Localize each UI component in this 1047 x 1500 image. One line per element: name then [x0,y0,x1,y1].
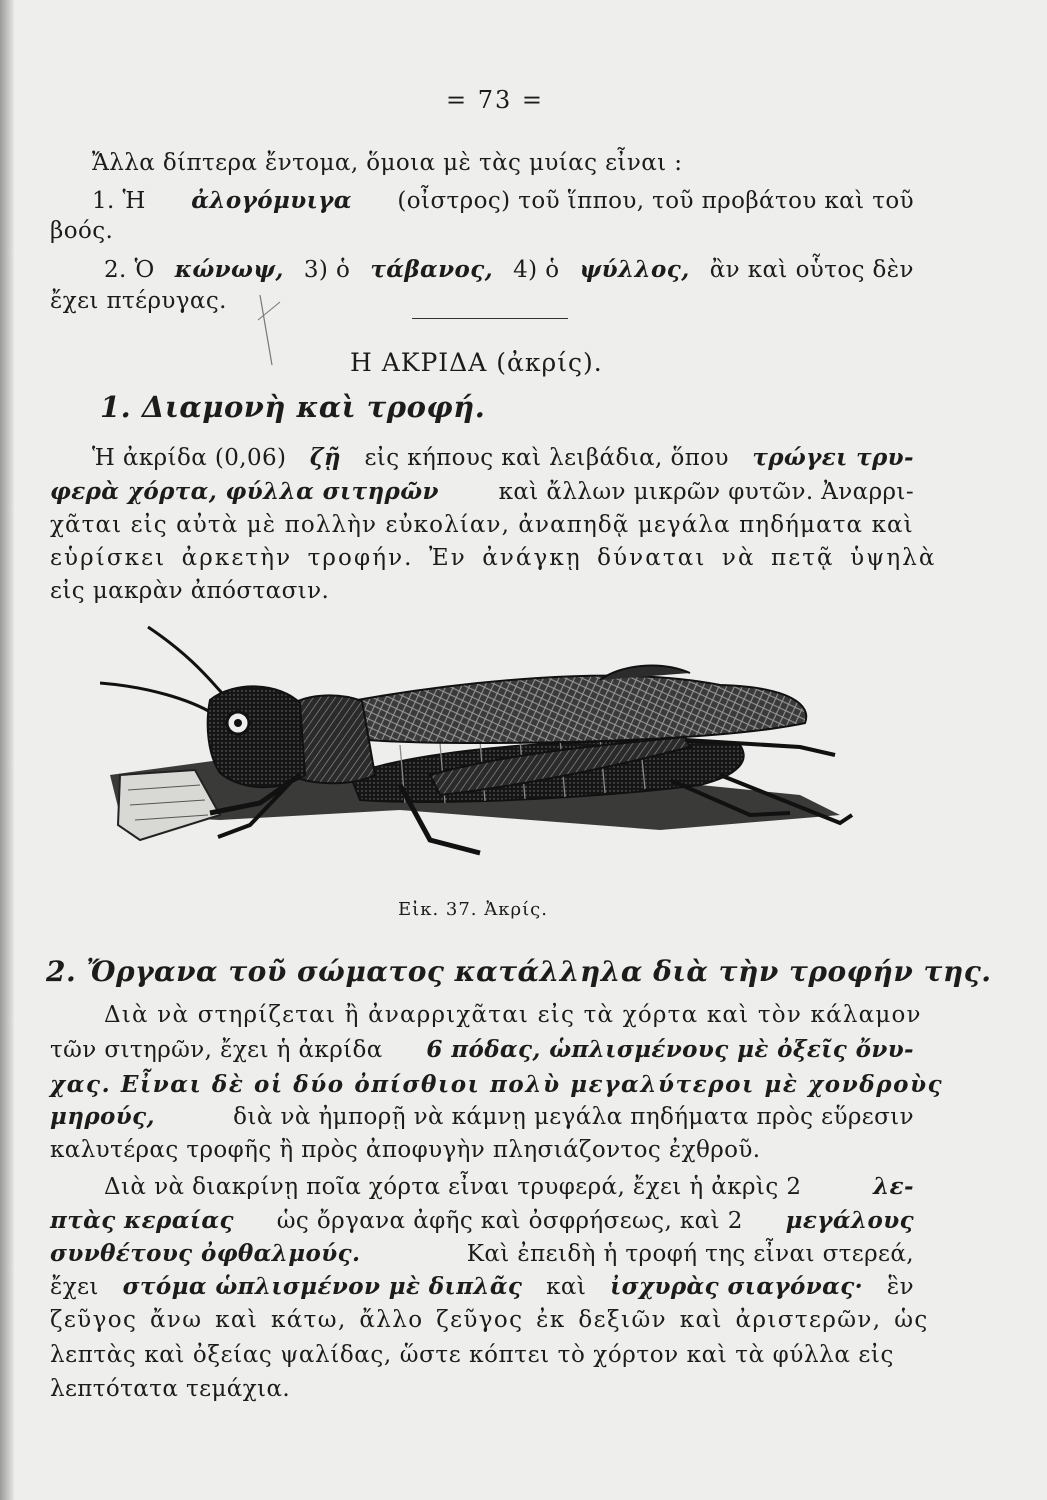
emphasis-large: μεγάλους [785,1207,914,1234]
text-run: καὶ [546,1274,587,1300]
emphasis-antennae: πτὰς κεραίας [50,1207,234,1234]
section-2-line: καλυτέρας τροφῆς ἢ πρὸς ἀποφυγὴν πλησιάζοντος ἐχθροῦ. [50,1137,761,1163]
text-run: διὰ νὰ ἠμπορῇ νὰ κάμνῃ μεγάλα πηδήματα πρὸς εὕρεσιν [233,1104,914,1130]
section-2-line: Διὰ νὰ στηρίζεται ἢ ἀναρριχᾶται εἰς τὰ χόρτα καὶ τὸν κάλαμον [104,1002,922,1028]
emphasis-thin: λε- [873,1173,914,1200]
intro-item-2-number: 2. Ὁ [104,257,155,283]
page-number: = 73 = [445,86,544,114]
emphasis-mouth: στόμα ὡπλισμένον μὲ διπλᾶς [122,1273,523,1300]
section-2-line: ζεῦγος ἄνω καὶ κάτω, ἄλλο ζεῦγος ἐκ δεξιῶν καὶ ἀριστερῶν, ὡς [50,1307,929,1333]
emphasis-food: φερὰ χόρτα, φύλλα σιτηρῶν [50,478,439,505]
pencil-mark [250,290,290,370]
text-run: ὡς ὄργανα ἀφῆς καὶ ὀσφρήσεως, καὶ 2 [276,1208,743,1234]
section-1-line [50,477,914,507]
emphasis-compound-eyes: συνθέτους ὀφθαλμούς. [50,1240,361,1267]
text-run: καὶ ἄλλων μικρῶν φυτῶν. Ἀναρρι- [498,479,914,505]
text-run: Ἡ ἀκρίδα (0,06) [92,445,287,471]
text-run: ἓν [886,1274,914,1300]
intro-item-2-continued: ἔχει πτέρυγας. [50,288,227,314]
text-run: Διὰ νὰ διακρίνῃ ποῖα χόρτα εἶναι τρυφερά, ἔχει ἡ ἀκρὶς 2 [104,1174,802,1200]
term-psyllos: ψύλλος, [579,256,690,283]
intro-item-1-number: 1. Ἡ [92,188,146,214]
intro-line: Ἄλλα δίπτερα ἔντομα, ὅμοια μὲ τὰς μυίας εἶναι : [92,150,683,176]
section-2-line [50,1102,914,1132]
section-2-line [50,1272,914,1302]
text-run: ἔχει [50,1274,99,1300]
intro-item-2 [104,255,914,285]
figure-caption: Εἰκ. 37. Ἀκρίς. [398,899,548,920]
emphasis-zi: ζῇ [309,444,342,471]
text-run: Καὶ ἐπειδὴ ἡ τροφή της εἶναι στερεά, [466,1241,914,1267]
term-konops: κώνωψ, [174,256,284,283]
section-1-line: εὑρίσκει ἀρκετὴν τροφήν. Ἐν ἀνάγκῃ δύναται νὰ πετᾷ ὑψηλὰ [50,545,937,571]
intro-item-1-text: (οἶστρος) τοῦ ἵππου, τοῦ προβάτου καὶ τοῦ [397,188,914,214]
section-1-line: εἰς μακρὰν ἀπόστασιν. [50,578,330,604]
intro-item-4-number: 4) ὁ [513,257,560,283]
section-2-line [50,1070,943,1100]
section-divider [412,318,568,319]
section-1-line [92,443,914,473]
section-1-line: χᾶται εἰς αὐτὰ μὲ πολλὴν εὐκολίαν, ἀναπηδᾷ μεγάλα πηδήματα καὶ [50,512,914,538]
section-2-line: λεπτὰς καὶ ὀξείας ψαλίδας, ὥστε κόπτει τὸ χόρτον καὶ τὰ φύλλα εἰς [50,1342,894,1368]
section-2-line: λεπτότατα τεμάχια. [50,1376,291,1402]
section-2-line [50,1206,914,1236]
term-tabanos: τάβανος, [370,256,494,283]
intro-item-1 [92,186,914,216]
term-alogomyiga: ἀλογόμυιγα [191,187,352,214]
intro-item-3-number: 3) ὁ [303,257,351,283]
emphasis-hind-legs: χας. Εἶναι δὲ οἱ δύο ὀπίσθιοι πολὺ μεγαλύτεροι μὲ χονδροὺς [50,1071,944,1098]
section-2-line [104,1172,914,1202]
page-title: Η ΑΚΡΙΔΑ (ἀκρίς). [350,348,603,377]
section-1-heading: 1. Διαμονὴ καὶ τροφή. [100,390,486,424]
emphasis-thighs: μηρούς, [50,1103,155,1130]
intro-item-2-text: ἂν καὶ οὗτος δὲν [709,257,914,283]
emphasis-six-legs: 6 πόδας, ὡπλισμένους μὲ ὀξεῖς ὄνυ- [426,1036,914,1063]
section-2-heading: 2. Ὄργανα τοῦ σώματος κατάλληλα διὰ τὴν τροφήν της. [46,955,992,988]
locust-illustration [100,625,860,885]
text-run: εἰς κήπους καὶ λειβάδια, ὅπου [364,445,729,471]
intro-item-1-continued: βοός. [50,218,114,244]
emphasis-trogei: τρώγει τρυ- [752,444,914,471]
text-run: τῶν σιτηρῶν, ἔχει ἡ ἀκρίδα [50,1037,383,1063]
page-edge-shadow [0,0,14,1500]
emphasis-jaws: ἰσχυρὰς σιαγόνας· [610,1273,864,1300]
section-2-line [50,1239,914,1269]
section-2-line [50,1035,914,1065]
